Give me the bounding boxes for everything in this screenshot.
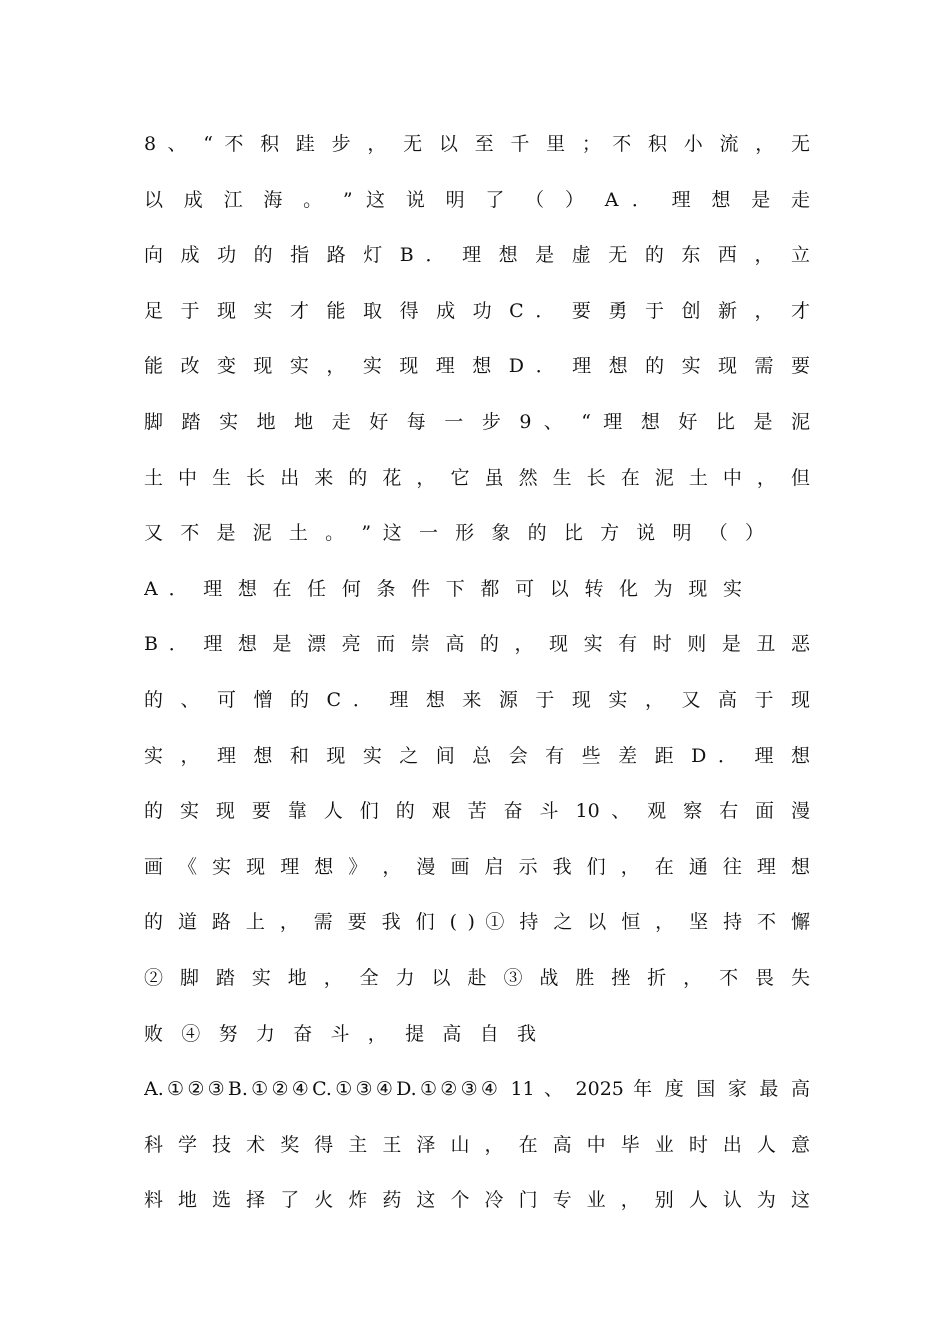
question-text-block xyxy=(144,117,810,1229)
text-line: 的 实 现 要 靠 人 们 的 艰 苦 奋 斗 10 、 观 察 右 面 漫 xyxy=(144,800,810,823)
text-line: B ． 理 想 是 漂 亮 而 崇 高 的 ， 现 实 有 时 则 是 丑 恶 xyxy=(144,633,810,656)
text-line: A ． 理 想 在 任 何 条 件 下 都 可 以 转 化 为 现 实 xyxy=(144,577,742,600)
text-line: 又 不 是 泥 土 。 ” 这 一 形 象 的 比 方 说 明 （ ） xyxy=(144,522,764,545)
text-line: 8 、 “ 不 积 跬 步 ， 无 以 至 千 里 ； 不 积 小 流 ， 无 xyxy=(144,133,810,155)
text-line: 足 于 现 实 才 能 取 得 成 功 C ． 要 勇 于 创 新 ， 才 xyxy=(144,299,810,322)
text-line: 以 成 江 海 。 ” 这 说 明 了 （ ） A ． 理 想 是 走 xyxy=(144,188,810,211)
text-line: 的 道 路 上 ， 需 要 我 们 ( ) ① 持 之 以 恒 ， 坚 持 不 懈 xyxy=(144,911,810,934)
text-line: 科 学 技 术 奖 得 主 王 泽 山 ， 在 高 中 毕 业 时 出 人 意 xyxy=(144,1133,810,1156)
text-line: 向 成 功 的 指 路 灯 B ． 理 想 是 虚 无 的 东 西 ， 立 xyxy=(144,244,810,267)
text-line: 画 《 实 现 理 想 》 ， 漫 画 启 示 我 们 ， 在 通 往 理 想 xyxy=(144,855,810,878)
text-line: 实 ， 理 想 和 现 实 之 间 总 会 有 些 差 距 D ． 理 想 xyxy=(144,744,810,767)
text-line: ② 脚 踏 实 地 ， 全 力 以 赴 ③ 战 胜 挫 折 ， 不 畏 失 xyxy=(144,966,810,989)
text-line: A.①②③B.①②④C.①③④D.①②③④ 11 、 2025 年 度 国 家 最 高 xyxy=(144,1078,810,1101)
text-line: 的 、 可 憎 的 C ． 理 想 来 源 于 现 实 ， 又 高 于 现 xyxy=(144,688,810,711)
text-line: 脚 踏 实 地 地 走 好 每 一 步 9 、 “ 理 想 好 比 是 泥 xyxy=(144,410,810,433)
text-line: 料 地 选 择 了 火 炸 药 这 个 冷 门 专 业 ， 别 人 认 为 这 xyxy=(144,1189,810,1212)
text-line: 败 ④ 努 力 奋 斗 ， 提 高 自 我 xyxy=(144,1022,536,1045)
text-line: 能 改 变 现 实 ， 实 现 理 想 D ． 理 想 的 实 现 需 要 xyxy=(144,355,810,378)
text-line: 土 中 生 长 出 来 的 花 ， 它 虽 然 生 长 在 泥 土 中 ， 但 xyxy=(144,466,810,489)
